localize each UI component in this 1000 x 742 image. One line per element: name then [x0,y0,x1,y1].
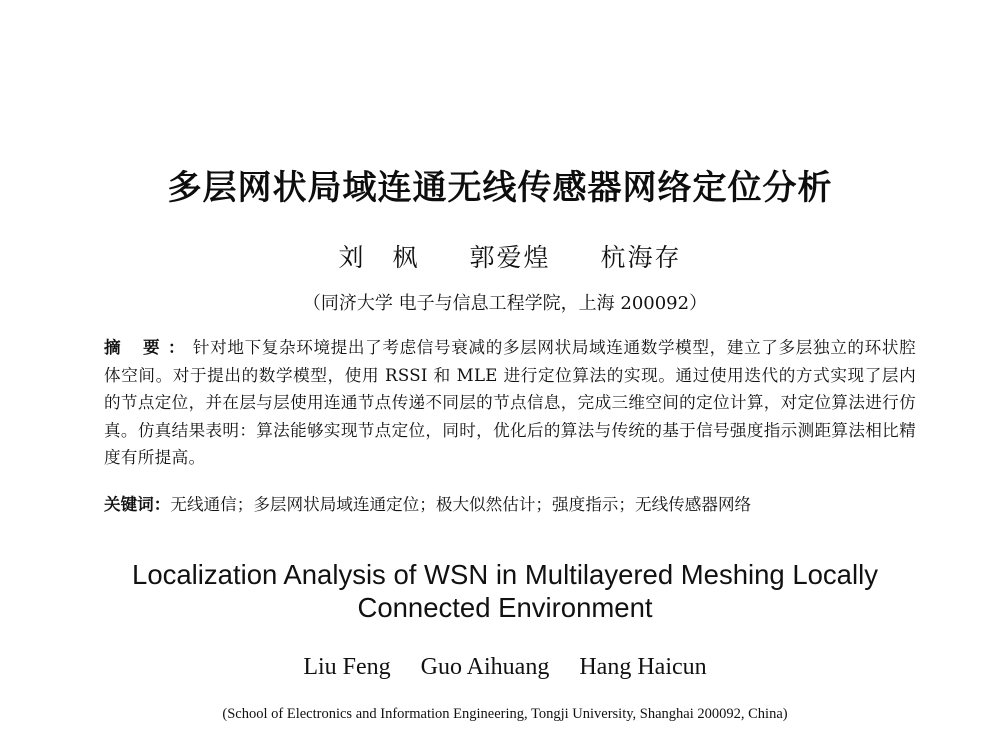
chinese-title: 多层网状局域连通无线传感器网络定位分析 [167,168,833,208]
keywords-label: 关键词： [104,495,171,514]
english-title-line-1: Localization Analysis of WSN in Multilayered Meshing Locally [132,559,878,590]
author-en-1: Liu Feng [303,654,391,680]
english-affiliation: (School of Electronics and Information Engineering, Tongji University, Shanghai 200092, China) [222,706,788,722]
chinese-authors [0,238,1000,274]
abstract-label: 摘 要： [104,338,193,357]
english-title-line-2: Connected Environment [357,592,653,623]
author-cn-2: 郭爱煌 [469,243,551,272]
author-en-3: Hang Haicun [579,654,707,680]
english-authors [0,654,1000,681]
author-cn-1: 刘 枫 [338,243,420,272]
author-cn-3: 杭海存 [600,243,682,272]
chinese-affiliation: （同济大学 电子与信息工程学院，上海 200092） [302,293,708,314]
abstract-text: 针对地下复杂环境提出了考虑信号衰减的多层网状局域连通数学模型，建立了多层独立的环状腔体空间。对于提出的数学模型，使用 RSSI 和 MLE 进行定位算法的实现。通过使用迭代的方式实现了层内的节点定位，并在层与层使用连通节点传递不同层的节点信息，完成三维空间的定位计算，对定位算法进行仿真。仿真结果表明：算法能够实现节点定位，同时，优化后的算法与传统的基于信号强度指示测距算法相比精度有所提高。 [104,338,916,467]
author-en-2: Guo Aihuang [420,654,550,680]
english-title [0,558,1000,624]
chinese-abstract [104,334,916,472]
chinese-keywords [104,491,916,518]
keywords-text: 无线通信；多层网状局域连通定位；极大似然估计；强度指示；无线传感器网络 [170,495,752,514]
